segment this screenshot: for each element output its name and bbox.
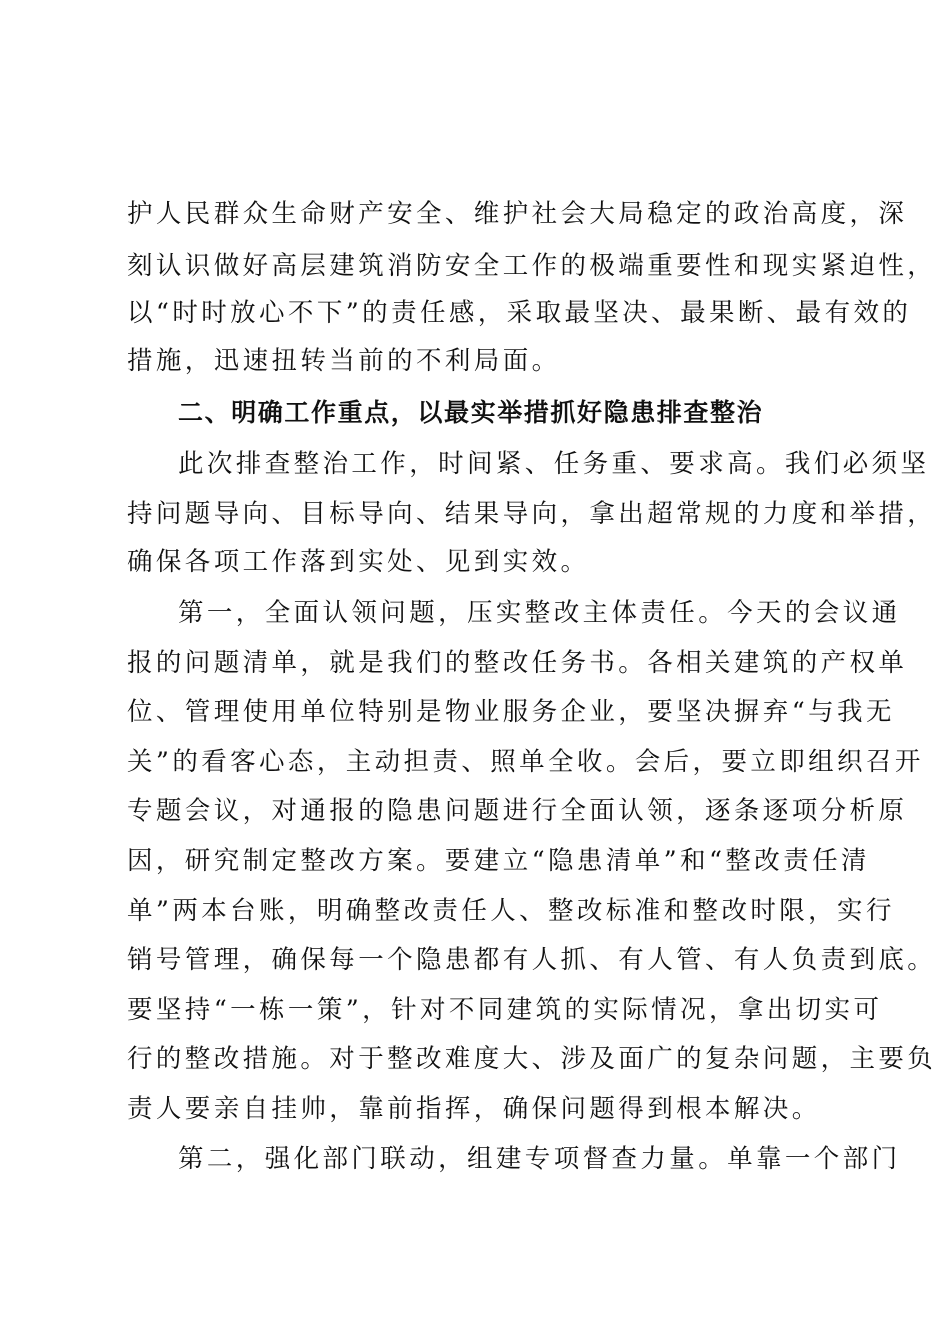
paragraph-3-line-9: 要坚持“一栋一策”，针对不同建筑的实际情况，拿出切实可 (127, 995, 883, 1025)
paragraph-3-line-7: 单”两本台账，明确整改责任人、整改标准和整改时限，实行 (127, 896, 895, 926)
paragraph-3-line-10: 行的整改措施。对于整改难度大、涉及面广的复杂问题，主要负 (127, 1044, 937, 1074)
paragraph-4-line-1: 第二，强化部门联动，组建专项督查力量。单靠一个部门 (178, 1144, 901, 1174)
paragraph-1-line-4: 措施，迅速扭转当前的不利局面。 (127, 346, 561, 376)
paragraph-3-line-3: 位、管理使用单位特别是物业服务企业，要坚决摒弃“与我无 (127, 697, 895, 727)
paragraph-3-line-4: 关”的看客心态，主动担责、照单全收。会后，要立即组织召开 (127, 747, 924, 777)
paragraph-3-line-11: 责人要亲自挂帅，靠前指挥，确保问题得到根本解决。 (127, 1094, 821, 1124)
paragraph-1-line-1: 护人民群众生命财产安全、维护社会大局稳定的政治高度，深 (127, 199, 908, 229)
paragraph-3-line-8: 销号管理，确保每一个隐患都有人抓、有人管、有人负责到底。 (127, 945, 937, 975)
paragraph-3-line-6: 因，研究制定整改方案。要建立“隐患清单”和“整改责任清 (127, 846, 870, 876)
paragraph-2-line-3: 确保各项工作落到实处、见到实效。 (127, 547, 590, 577)
section-heading: 二、明确工作重点，以最实举措抓好隐患排查整治 (178, 398, 764, 427)
paragraph-2-line-2: 持问题导向、目标导向、结果导向，拿出超常规的力度和举措， (127, 499, 937, 529)
paragraph-3-line-1: 第一，全面认领问题，压实整改主体责任。今天的会议通 (178, 598, 901, 628)
paragraph-1-line-2: 刻认识做好高层建筑消防安全工作的极端重要性和现实紧迫性， (127, 251, 937, 281)
paragraph-3-line-5: 专题会议，对通报的隐患问题进行全面认领，逐条逐项分析原 (127, 796, 908, 826)
paragraph-1-line-3: 以“时时放心不下”的责任感，采取最坚决、最果断、最有效的 (127, 298, 912, 328)
paragraph-3-line-2: 报的问题清单，就是我们的整改任务书。各相关建筑的产权单 (127, 648, 908, 678)
paragraph-2-line-1: 此次排查整治工作，时间紧、任务重、要求高。我们必须坚 (178, 449, 930, 479)
